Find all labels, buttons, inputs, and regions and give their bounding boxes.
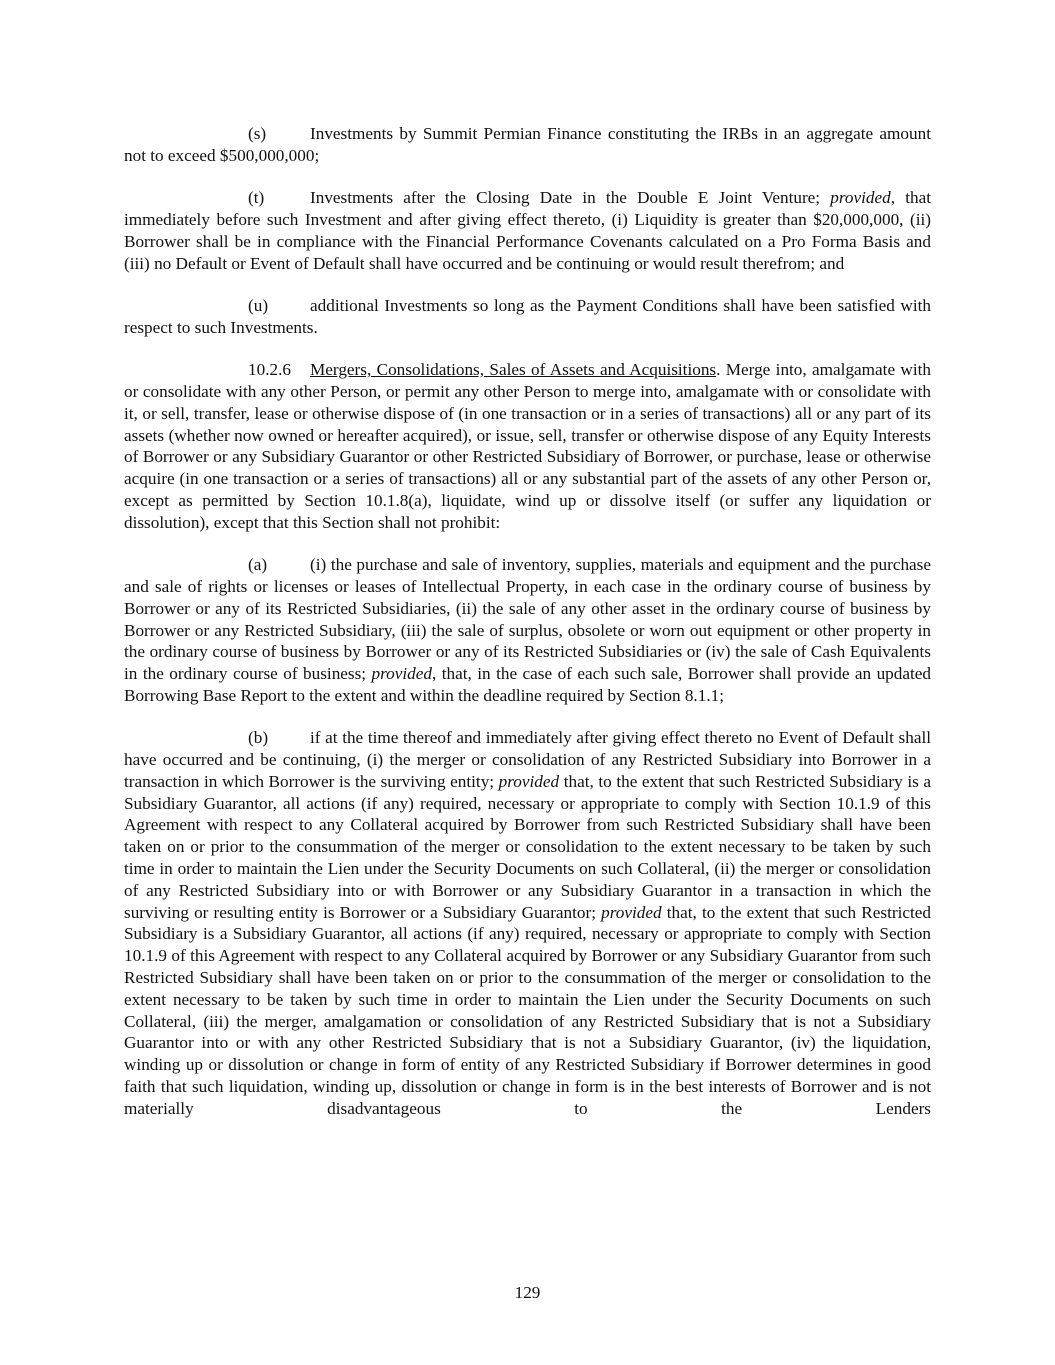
section-heading: Mergers, Consolidations, Sales of Assets and Acquisitions [310, 360, 717, 380]
clause-number: (t) [248, 188, 265, 208]
clause-text: , that, in the case of each such sale, Borrower shall provide an updated Borrowing Base Report to the extent and within the deadline required by Section 8.1.1; [124, 664, 931, 705]
clause-text: Investments after the Closing Date in the Double E Joint Venture; [310, 188, 831, 208]
paragraph-b [124, 727, 931, 1119]
clause-text: additional Investments so long as the Payment Conditions shall have been satisfied with respect to such Investments. [124, 295, 931, 337]
paragraph-t [124, 187, 931, 274]
clause-text: (i) the purchase and sale of inventory, supplies, materials and equipment and the purchase and sale of rights or licenses or leases of Intellectual Property, in each case in the ordinary course of business by Borrower or any of its Restricted Subsidiaries, (ii) the sale of any other asset in the ordinary course of business by Borrower or any Restricted Subsidiary, (iii) the sale of surplus, obsolete or worn out equipment or other property in the ordinary course of business by Borrower or any of its Restricted Subsidiaries or (iv) the sale of Cash Equivalents in the ordinary course of business; [124, 555, 931, 684]
section-10-2-6 [124, 359, 931, 533]
clause-text: if at the time thereof and immediately after giving effect thereto no Event of Default shall have occurred and be continuing, (i) the merger or consolidation of any Restricted Subsidiary into Borrower in a transaction in which Borrower is the surviving entity; [124, 728, 931, 791]
paragraph-u [124, 295, 931, 339]
paragraph-s [124, 123, 931, 167]
italic-term: provided [830, 188, 891, 208]
section-text: Merge into, amalgamate with or consolidate with any other Person, or permit any other Person to merge into, amalgamate with or consolidate with it, or sell, transfer, lease or otherwise dispose of (in one transaction or in a series of transactions) all or any part of its assets (whether now owned or hereafter acquired), or issue, sell, transfer or otherwise dispose of any Equity Interests of Borrower or any Subsidiary Guarantor or other Restricted Subsidiary of Borrower, or purchase, lease or otherwise acquire (in one transaction or a series of transactions) all or any substantial part of the assets of any other Person or, except as permitted by Section 10.1.8(a), liquidate, wind up or dissolve itself (or suffer any liquidation or dissolution), except that this Section shall not prohibit: [124, 360, 931, 532]
clause-number: (s) [248, 124, 267, 143]
section-number: 10.2.6 [248, 360, 291, 380]
italic-term: provided [371, 664, 432, 684]
page-number: 129 [514, 1283, 541, 1302]
clause-text: Investments by Summit Permian Finance constituting the IRBs in an aggregate amount not to exceed $500,000,000; [124, 124, 931, 165]
clause-text: that, to the extent that such Restricted Subsidiary is a Subsidiary Guarantor, all actions (if any) required, necessary or appropriate to comply with Section 10.1.9 of this Agreement with respect to any Collateral acquired by Borrower or any Subsidiary Guarantor from such Restricted Subsidiary shall have been taken on or prior to the consummation of the merger or consolidation to the extent necessary to be taken by such time in order to maintain the Lien under the Security Documents on such Collateral, (iii) the merger, amalgamation or consolidation of any Restricted Subsidiary that is not a Subsidiary Guarantor into or with any other Restricted Subsidiary that is not a Subsidiary Guarantor, (iv) the liquidation, winding up or dissolution or change in form of entity of any Restricted Subsidiary if Borrower determines in good faith that such liquidation, winding up, dissolution or change in form is in the best interests of Borrower and is not materially disadvantageous to the Lenders [124, 902, 931, 1118]
clause-number: (b) [248, 728, 269, 748]
heading-punctuation: . [716, 360, 726, 380]
clause-text: , that immediately before such Investment and after giving effect thereto, (i) Liquidity is greater than $20,000,000, (ii) Borrower shall be in compliance with the Financial Performance Covenants calculated on a Pro Forma Basis and (iii) no Default or Event of Default shall have occurred and be continuing or would result therefrom; and [124, 188, 931, 273]
clause-number: (u) [248, 295, 269, 315]
italic-term: provided [498, 771, 560, 791]
italic-term: provided [601, 902, 662, 922]
paragraph-a [124, 554, 931, 707]
document-body [124, 123, 931, 1140]
clause-text: that, to the extent that such Restricted Subsidiary is a Subsidiary Guarantor, all actions (if any) required, necessary or appropriate to comply with Section 10.1.9 of this Agreement with respect to any Collateral acquired by Borrower from such Restricted Subsidiary shall have been taken on or prior to the consummation of the merger or consolidation to the extent necessary to be taken by such time in order to maintain the Lien under the Security Documents on such Collateral, (ii) the merger or consolidation of any Restricted Subsidiary into or with Borrower or any Subsidiary Guarantor in a transaction in which the surviving or resulting entity is Borrower or a Subsidiary Guarantor; [124, 771, 932, 922]
clause-number: (a) [248, 555, 268, 575]
